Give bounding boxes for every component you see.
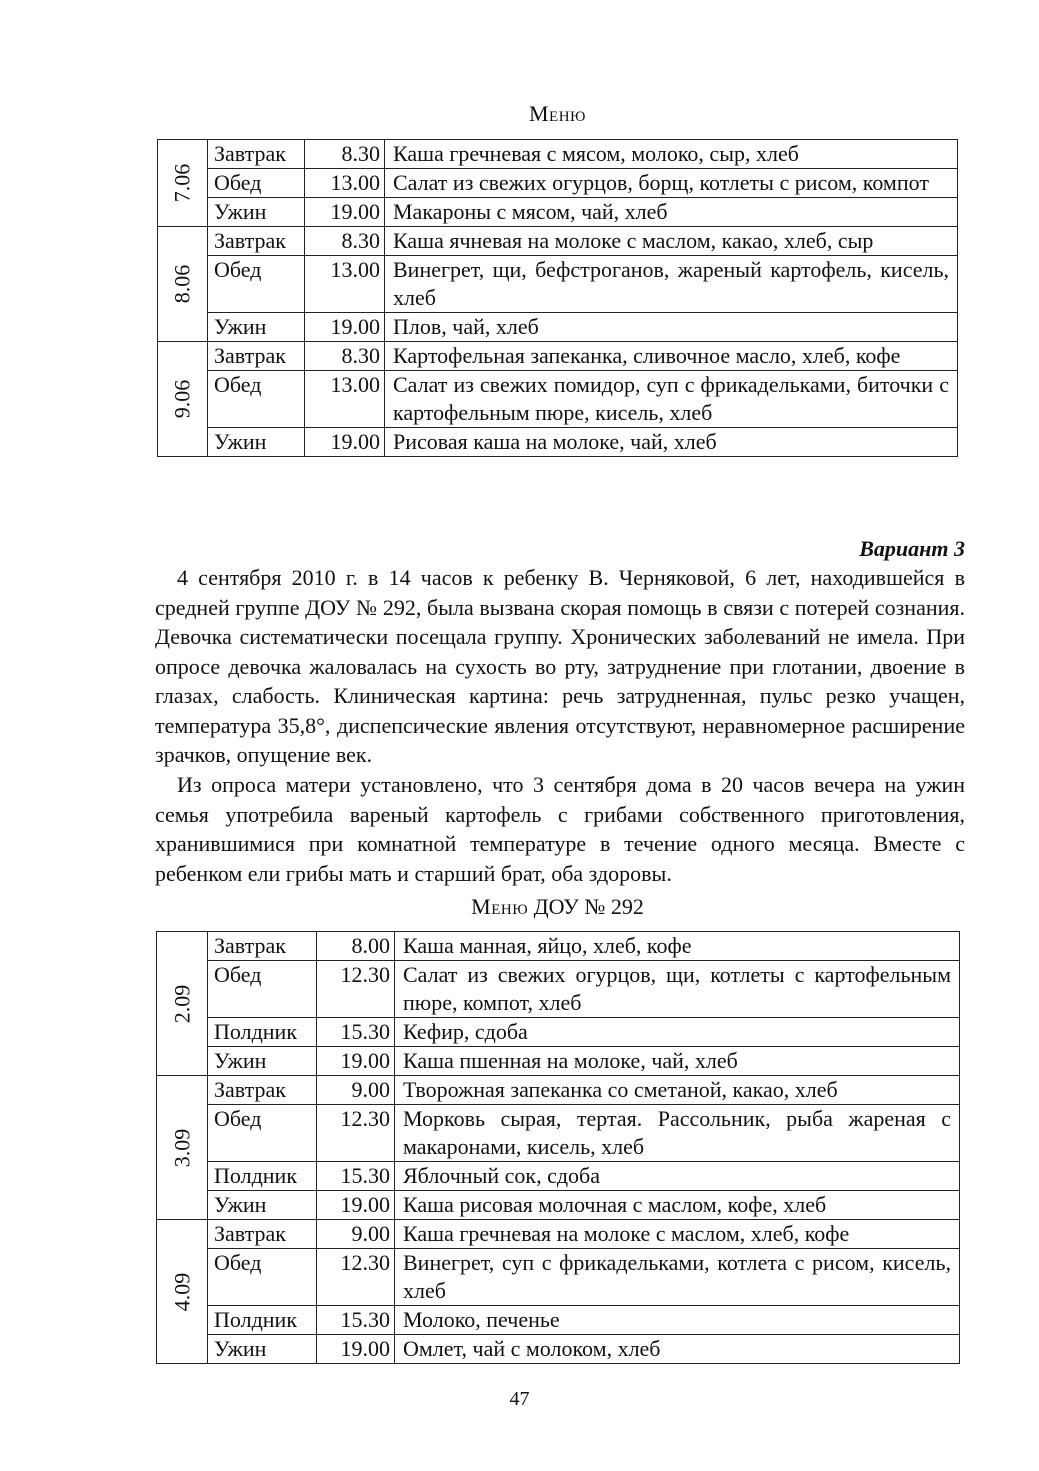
meal-cell: Завтрак (208, 932, 317, 961)
meal-cell: Ужин (208, 428, 305, 457)
time-cell: 12.30 (317, 1249, 395, 1306)
table-row (158, 313, 958, 342)
table-row (158, 371, 958, 428)
meal-cell: Ужин (208, 1191, 317, 1220)
time-cell: 9.00 (317, 1220, 395, 1249)
dish-cell: Каша пшенная на молоке, чай, хлеб (395, 1047, 960, 1076)
dish-cell: Картофельная запеканка, сливочное масло, хлеб, кофе (385, 342, 958, 371)
meal-cell: Полдник (208, 1018, 317, 1047)
table-row (158, 198, 958, 227)
day-date-cell (157, 932, 208, 1076)
dish-cell: Салат из свежих помидор, суп с фрикадельками, биточки с картофельным пюре, кисель, хлеб (385, 371, 958, 428)
dish-cell: Омлет, чай с молоком, хлеб (395, 1335, 960, 1364)
meal-cell: Ужин (208, 1335, 317, 1364)
dish-cell: Морковь сырая, тертая. Рассольник, рыба жареная с макаронами, кисель, хлеб (395, 1105, 960, 1162)
time-cell: 19.00 (317, 1047, 395, 1076)
day-date-cell (158, 227, 208, 342)
table-row (157, 1191, 960, 1220)
dish-cell: Салат из свежих огурцов, щи, котлеты с картофельным пюре, компот, хлеб (395, 961, 960, 1018)
meal-cell: Обед (208, 1105, 317, 1162)
meal-cell: Обед (208, 961, 317, 1018)
dish-cell: Каша ячневая на молоке с маслом, какао, хлеб, сыр (385, 227, 958, 256)
time-cell: 19.00 (305, 198, 385, 227)
table-row (158, 169, 958, 198)
meal-cell: Завтрак (208, 227, 305, 256)
table-row (158, 428, 958, 457)
menu2-table (156, 931, 960, 1364)
time-cell: 9.00 (317, 1076, 395, 1105)
day-date: 4.09 (169, 1272, 194, 1311)
menu1-table (157, 139, 958, 457)
day-date: 2.09 (169, 984, 194, 1023)
time-cell: 15.30 (317, 1162, 395, 1191)
time-cell: 19.00 (305, 313, 385, 342)
meal-cell: Обед (208, 1249, 317, 1306)
variant-heading: Вариант 3 (859, 536, 965, 561)
time-cell: 13.00 (305, 256, 385, 313)
table-row (157, 1018, 960, 1047)
table-row (157, 1162, 960, 1191)
dish-cell: Салат из свежих огурцов, борщ, котлеты с рисом, компот (385, 169, 958, 198)
meal-cell: Полдник (208, 1162, 317, 1191)
time-cell: 12.30 (317, 1105, 395, 1162)
table-row (157, 1220, 960, 1249)
variant-paragraph-1: 4 сентября 2010 г. в 14 часов к ребенку В. Черняковой, 6 лет, находившейся в средней группе ДОУ № 292, была вызвана скорая помощь в связи с потерей сознания. Девочка систематически посещала группу. Хронических заболеваний не имела. При опросе девочка жаловалась на сухость во рту, затруднение при глотании, двоение в глазах, слабость. Клиническая картина: речь затрудненная, пульс резко учащен, температура 35,8°, диспепсические явления отсутствуют, неравномерное расширение зрачков, опущение век. (155, 565, 965, 767)
table-row (157, 1047, 960, 1076)
dish-cell: Винегрет, щи, бефстроганов, жареный картофель, кисель, хлеб (385, 256, 958, 313)
dish-cell: Винегрет, суп с фрикадельками, котлета с рисом, кисель, хлеб (395, 1249, 960, 1306)
dish-cell: Каша рисовая молочная с маслом, кофе, хлеб (395, 1191, 960, 1220)
time-cell: 8.30 (305, 342, 385, 371)
meal-cell: Ужин (208, 198, 305, 227)
meal-cell: Обед (208, 169, 305, 198)
time-cell: 12.30 (317, 961, 395, 1018)
day-date-cell (157, 1076, 208, 1220)
table-row (158, 227, 958, 256)
time-cell: 8.30 (305, 140, 385, 169)
menu2-title: Меню ДОУ № 292 (471, 894, 644, 919)
time-cell: 19.00 (305, 428, 385, 457)
variant-paragraph-2: Из опроса матери установлено, что 3 сентября дома в 20 часов вечера на ужин семья употребила вареный картофель с грибами собственного приготовления, хранившимися при комнатной температуре в течение одного месяца. Вместе с ребенком ели грибы мать и старший брат, оба здоровы. (155, 772, 965, 886)
day-date-cell (157, 1220, 208, 1364)
day-date: 9.06 (169, 379, 195, 419)
dish-cell: Молоко, печенье (395, 1306, 960, 1335)
meal-cell: Обед (208, 256, 305, 313)
day-date: 8.06 (169, 264, 195, 304)
meal-cell: Обед (208, 371, 305, 428)
dish-cell: Каша гречневая с мясом, молоко, сыр, хлеб (385, 140, 958, 169)
page-number: 47 (509, 1388, 530, 1410)
meal-cell: Завтрак (208, 140, 305, 169)
meal-cell: Завтрак (208, 1076, 317, 1105)
meal-cell: Полдник (208, 1306, 317, 1335)
time-cell: 15.30 (317, 1018, 395, 1047)
table-row (158, 342, 958, 371)
table-row (158, 140, 958, 169)
table-row (157, 932, 960, 961)
day-date-cell (158, 342, 208, 457)
table-row (157, 961, 960, 1018)
meal-cell: Завтрак (208, 342, 305, 371)
time-cell: 8.30 (305, 227, 385, 256)
meal-cell: Ужин (208, 1047, 317, 1076)
dish-cell: Каша манная, яйцо, хлеб, кофе (395, 932, 960, 961)
day-date: 3.09 (169, 1128, 194, 1167)
meal-cell: Ужин (208, 313, 305, 342)
dish-cell: Творожная запеканка со сметаной, какао, хлеб (395, 1076, 960, 1105)
menu1-title: Меню (529, 101, 586, 126)
time-cell: 19.00 (317, 1191, 395, 1220)
dish-cell: Рисовая каша на молоке, чай, хлеб (385, 428, 958, 457)
table-row (157, 1105, 960, 1162)
table-row (158, 256, 958, 313)
time-cell: 19.00 (317, 1335, 395, 1364)
time-cell: 8.00 (317, 932, 395, 961)
day-date-cell (158, 140, 208, 227)
time-cell: 13.00 (305, 371, 385, 428)
dish-cell: Плов, чай, хлеб (385, 313, 958, 342)
meal-cell: Завтрак (208, 1220, 317, 1249)
dish-cell: Яблочный сок, сдоба (395, 1162, 960, 1191)
dish-cell: Каша гречневая на молоке с маслом, хлеб, кофе (395, 1220, 960, 1249)
dish-cell: Кефир, сдоба (395, 1018, 960, 1047)
time-cell: 15.30 (317, 1306, 395, 1335)
time-cell: 13.00 (305, 169, 385, 198)
table-row (157, 1306, 960, 1335)
day-date: 7.06 (169, 163, 195, 203)
table-row (157, 1335, 960, 1364)
table-row (157, 1076, 960, 1105)
table-row (157, 1249, 960, 1306)
dish-cell: Макароны с мясом, чай, хлеб (385, 198, 958, 227)
